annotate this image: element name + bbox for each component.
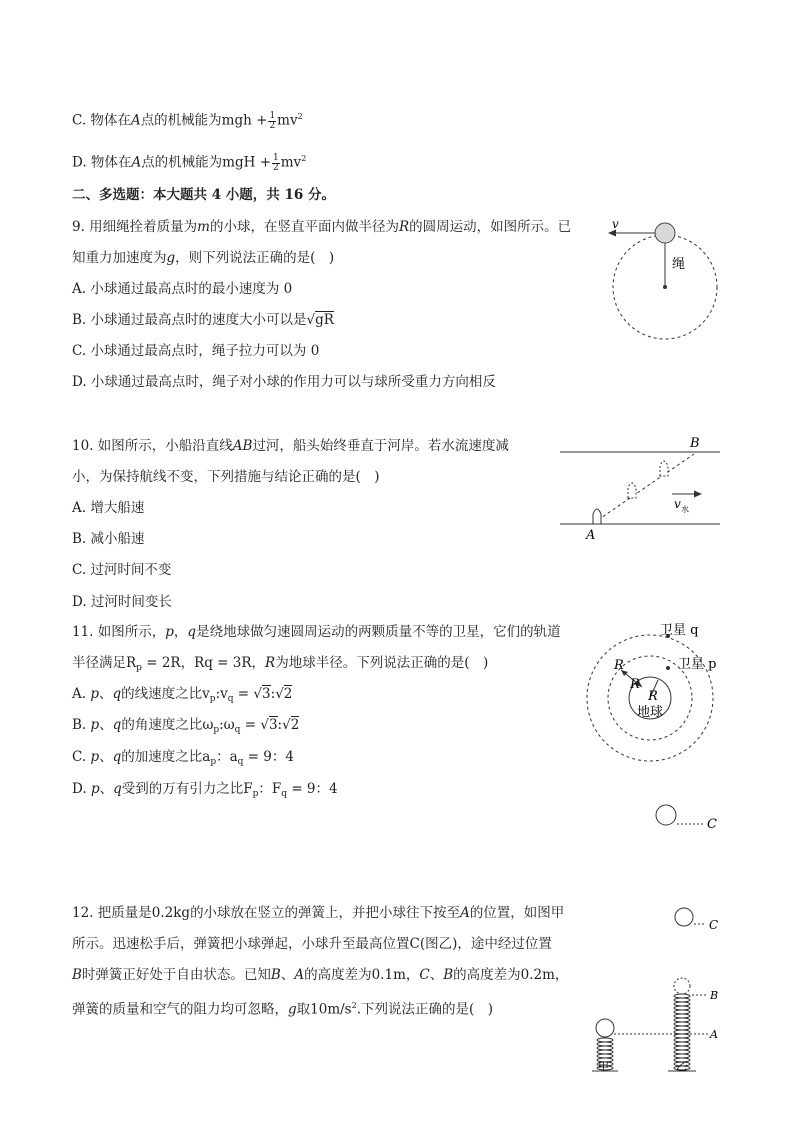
label-yi: 乙 bbox=[676, 1060, 687, 1072]
q9-option-b: B. 小球通过最高点时的速度大小可以是√gR bbox=[72, 312, 334, 328]
position-c-label: C bbox=[709, 918, 719, 932]
q12-stem-line4: 弹簧的质量和空气的阻力均可忽略，g取$10m/s^2$.下列说法正确的是( ) bbox=[72, 1001, 494, 1018]
fraction-half: $\frac{1}{2}$ bbox=[269, 110, 276, 131]
q12-stem-line2: 所示。迅速松手后，弹簧把小球弹起，小球升至最高位置C(图乙)，途中经过位置 bbox=[72, 936, 552, 952]
q9-stem-line1: 9. 用细绳拴着质量为m的小球，在竖直平面内做半径为R的圆周运动，如图所示。已 bbox=[72, 219, 572, 235]
q9-option-c: C. 小球通过最高点时，绳子拉力可以为 0 bbox=[72, 343, 320, 359]
ball-icon bbox=[596, 1019, 614, 1037]
q10-stem-line2: 小，为保持航线不变，下列措施与结论正确的是( ) bbox=[72, 469, 380, 485]
boat-ghost-icon bbox=[660, 461, 668, 476]
flow-velocity-subscript: 水 bbox=[681, 505, 689, 514]
q10-stem-line1: 10. 如图所示，小船沿直线AB过河，船头始终垂直于河岸。若水流速度减 bbox=[72, 438, 509, 454]
position-a-label: A bbox=[710, 1028, 718, 1041]
q12-ball-c-marker bbox=[650, 800, 730, 832]
label-jia: 甲 bbox=[598, 1060, 609, 1072]
q9-figure bbox=[600, 214, 730, 414]
point-a-label: A bbox=[586, 528, 596, 543]
satellite-p-label: 卫星 p bbox=[678, 657, 717, 672]
earth-label: 地球 bbox=[637, 705, 664, 720]
q10-option-b: B. 减小船速 bbox=[72, 531, 145, 547]
q9-stem-line2: 知重力加速度为g，则下列说法正确的是( ) bbox=[72, 250, 335, 266]
boat-ghost-icon bbox=[628, 483, 636, 498]
q11-option-d: D. p、q受到的万有引力之比$F_p$：$F_q = 9$：4 bbox=[72, 781, 338, 799]
sqrt-symbol: √ bbox=[260, 717, 269, 733]
position-b-label: B bbox=[710, 989, 719, 1002]
q11-option-c: C. p、q的加速度之比$a_p$：$a_q = 9$：4 bbox=[72, 749, 294, 767]
sqrt-symbol: √ bbox=[306, 312, 316, 328]
velocity-label: v bbox=[612, 217, 619, 231]
q9-option-d: D. 小球通过最高点时，绳子对小球的作用力可以与球所受重力方向相反 bbox=[72, 374, 496, 390]
section-heading: 二、多选题：本大题共 4 小题，共 16 分。 bbox=[72, 187, 335, 203]
sqrt-symbol: √ bbox=[275, 686, 284, 702]
point-b-label: B bbox=[690, 436, 700, 451]
q11-stem-line2: 半径满足$R_p = 2R$，Rq = 3R，R为地球半径。下列说法正确的是( ) bbox=[72, 655, 489, 673]
sqrt-symbol: √ bbox=[282, 717, 291, 733]
sqrt-symbol: √ bbox=[253, 686, 263, 702]
q10-option-d: D. 过河时间变长 bbox=[72, 594, 172, 610]
arrow-head-icon bbox=[694, 491, 702, 498]
q12-stem-line1: 12. 把质量是0.2kg的小球放在竖立的弹簧上，并把小球往下按至A的位置，如图甲 bbox=[72, 905, 565, 921]
q12-stem-line3: B时弹簧正好处于自由状态。已知B、A的高度差为0.1m，C、B的高度差为0.2m， bbox=[72, 967, 569, 983]
ball bbox=[655, 223, 675, 243]
satellite-q-label: 卫星 q bbox=[660, 623, 699, 638]
ball-icon bbox=[656, 805, 676, 825]
q12-figure bbox=[586, 900, 726, 1072]
q8-option-d: D. 物体在A点的机械能为mgH + $\frac{1}{2}$ $mv^2$ bbox=[72, 152, 307, 173]
fraction-half: $\frac{1}{2}$ bbox=[273, 152, 279, 173]
q11-stem-line1: 11. 如图所示，p，q是绕地球做匀速圆周运动的两颗质量不等的卫星，它们的轨道 bbox=[72, 624, 561, 640]
spring-yi bbox=[674, 994, 690, 1070]
ball-icon bbox=[675, 908, 693, 926]
q9-option-a: A. 小球通过最高点时的最小速度为 0 bbox=[72, 281, 293, 297]
q10-figure bbox=[556, 432, 726, 544]
q11-figure bbox=[580, 618, 730, 768]
q11-option-b: B. p、q的角速度之比$\omega_p:\omega_q$ = √3:√2 bbox=[72, 717, 300, 735]
center-point bbox=[663, 285, 667, 289]
radius-label: R bbox=[630, 677, 640, 692]
satellite-p bbox=[666, 666, 670, 670]
flow-velocity-label: v bbox=[674, 497, 681, 511]
q8-option-c: C. 物体在A点的机械能为mgh + $\frac{1}{2}$ $mv^2$ bbox=[72, 110, 303, 131]
ball-ghost-icon bbox=[674, 978, 690, 994]
rope-label: 绳 bbox=[672, 257, 686, 272]
boat-icon bbox=[593, 509, 601, 524]
q10-option-c: C. 过河时间不变 bbox=[72, 562, 172, 578]
position-c-label: C bbox=[707, 817, 717, 832]
q11-option-a: A. p、q的线速度之比$v_p:v_q$ = √3:√2 bbox=[72, 686, 293, 704]
q10-option-a: A. 增大船速 bbox=[72, 500, 145, 516]
radius-label: R bbox=[614, 658, 624, 673]
radius-label: R bbox=[648, 689, 658, 704]
